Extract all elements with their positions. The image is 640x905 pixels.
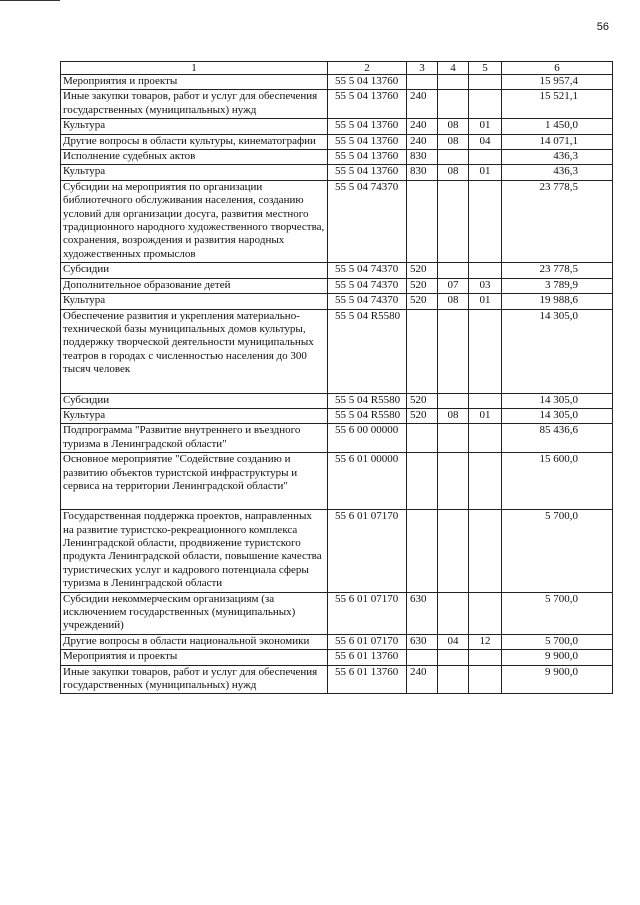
cell-section: 07 <box>438 278 469 293</box>
table-row <box>61 309 613 393</box>
cell-amount: 9 900,0 <box>502 665 613 694</box>
cell-amount: 5 700,0 <box>502 634 613 649</box>
cell-subsection: 04 <box>469 134 502 149</box>
cell-amount: 23 778,5 <box>502 180 613 262</box>
cell-amount: 5 700,0 <box>502 592 613 634</box>
cell-name: Другие вопросы в области культуры, кинематографии <box>61 134 328 149</box>
cell-amount: 14 305,0 <box>502 408 613 423</box>
cell-name: Культура <box>61 408 328 423</box>
scan-edge-mark <box>0 0 60 1</box>
cell-subsection <box>469 665 502 694</box>
cell-subsection <box>469 424 502 453</box>
header-col-2: 2 <box>328 62 407 75</box>
cell-code: 55 5 04 13760 <box>328 119 407 134</box>
cell-amount: 3 789,9 <box>502 278 613 293</box>
cell-section <box>438 75 469 90</box>
cell-amount: 14 305,0 <box>502 309 613 393</box>
cell-section <box>438 180 469 262</box>
table-row <box>61 165 613 180</box>
cell-section <box>438 309 469 393</box>
table-row <box>61 180 613 262</box>
table-header-row <box>61 62 613 75</box>
cell-subsection <box>469 180 502 262</box>
cell-subsection <box>469 263 502 278</box>
cell-code: 55 6 01 07170 <box>328 592 407 634</box>
table-row <box>61 150 613 165</box>
cell-code: 55 5 04 13760 <box>328 165 407 180</box>
table-row <box>61 263 613 278</box>
table-row <box>61 90 613 119</box>
cell-amount: 14 071,1 <box>502 134 613 149</box>
cell-expense-type <box>407 510 438 592</box>
cell-expense-type <box>407 424 438 453</box>
table-row <box>61 453 613 510</box>
cell-section <box>438 150 469 165</box>
cell-name: Культура <box>61 119 328 134</box>
cell-name: Иные закупки товаров, работ и услуг для обеспечения государственных (муниципальных) нужд <box>61 90 328 119</box>
cell-expense-type: 520 <box>407 278 438 293</box>
table-row <box>61 134 613 149</box>
cell-subsection: 01 <box>469 165 502 180</box>
cell-code: 55 6 01 07170 <box>328 634 407 649</box>
cell-code: 55 5 04 74370 <box>328 180 407 262</box>
table-row <box>61 510 613 592</box>
cell-code: 55 5 04 13760 <box>328 150 407 165</box>
cell-expense-type <box>407 180 438 262</box>
table-row <box>61 294 613 309</box>
cell-subsection <box>469 90 502 119</box>
cell-name: Государственная поддержка проектов, направленных на развитие туристско-рекреационного комплекса Ленинградской области, продвижение туристского продукта Ленинградской области, повышение качества туристических услуг и кадрового потенциала сферы туризма в Ленинградской области <box>61 510 328 592</box>
cell-name: Мероприятия и проекты <box>61 75 328 90</box>
cell-section <box>438 510 469 592</box>
cell-subsection <box>469 453 502 510</box>
cell-expense-type <box>407 453 438 510</box>
cell-name: Субсидии <box>61 263 328 278</box>
table-row <box>61 634 613 649</box>
table-row <box>61 75 613 90</box>
cell-amount: 436,3 <box>502 165 613 180</box>
cell-code: 55 5 04 R5580 <box>328 393 407 408</box>
cell-section: 08 <box>438 134 469 149</box>
table-row <box>61 665 613 694</box>
cell-expense-type: 240 <box>407 134 438 149</box>
table-body <box>61 75 613 694</box>
table-row <box>61 592 613 634</box>
cell-name: Субсидии некоммерческим организациям (за исключением государственных (муниципальных) учреждений) <box>61 592 328 634</box>
cell-expense-type: 630 <box>407 634 438 649</box>
header-col-1: 1 <box>61 62 328 75</box>
table-row <box>61 393 613 408</box>
table-row <box>61 119 613 134</box>
cell-code: 55 5 04 74370 <box>328 278 407 293</box>
cell-amount: 15 521,1 <box>502 90 613 119</box>
cell-code: 55 5 04 13760 <box>328 75 407 90</box>
cell-subsection <box>469 393 502 408</box>
cell-expense-type: 240 <box>407 119 438 134</box>
cell-name: Субсидии на мероприятия по организации библиотечного обслуживания населения, созданию условий для организации досуга, развития местного традиционного народного художественного творчества, сохранения, возрождения и развития народных художественных промыслов <box>61 180 328 262</box>
header-col-5: 5 <box>469 62 502 75</box>
cell-section: 08 <box>438 408 469 423</box>
cell-name: Культура <box>61 294 328 309</box>
cell-amount: 5 700,0 <box>502 510 613 592</box>
cell-code: 55 5 04 13760 <box>328 134 407 149</box>
cell-section <box>438 453 469 510</box>
cell-code: 55 5 04 R5580 <box>328 408 407 423</box>
cell-section <box>438 424 469 453</box>
table-row <box>61 650 613 665</box>
cell-name: Культура <box>61 165 328 180</box>
cell-name: Иные закупки товаров, работ и услуг для обеспечения государственных (муниципальных) нужд <box>61 665 328 694</box>
cell-name: Субсидии <box>61 393 328 408</box>
table-row <box>61 278 613 293</box>
cell-code: 55 5 04 R5580 <box>328 309 407 393</box>
cell-expense-type: 520 <box>407 263 438 278</box>
cell-name: Подпрограмма "Развитие внутреннего и въездного туризма в Ленинградской области" <box>61 424 328 453</box>
cell-name: Основное мероприятие "Содействие созданию и развитию объектов туристской инфраструктуры и сервиса на территории Ленинградской области" <box>61 453 328 510</box>
cell-amount: 15 957,4 <box>502 75 613 90</box>
cell-subsection: 01 <box>469 408 502 423</box>
header-col-3: 3 <box>407 62 438 75</box>
cell-code: 55 5 04 74370 <box>328 263 407 278</box>
cell-section <box>438 263 469 278</box>
table-row <box>61 424 613 453</box>
cell-code: 55 6 01 00000 <box>328 453 407 510</box>
cell-amount: 1 450,0 <box>502 119 613 134</box>
cell-section: 08 <box>438 294 469 309</box>
cell-amount: 85 436,6 <box>502 424 613 453</box>
cell-name: Мероприятия и проекты <box>61 650 328 665</box>
cell-code: 55 6 01 13760 <box>328 665 407 694</box>
cell-expense-type <box>407 309 438 393</box>
cell-subsection <box>469 75 502 90</box>
page-number: 56 <box>596 21 609 33</box>
cell-expense-type <box>407 650 438 665</box>
cell-section <box>438 393 469 408</box>
cell-expense-type <box>407 75 438 90</box>
cell-amount: 15 600,0 <box>502 453 613 510</box>
cell-section: 08 <box>438 165 469 180</box>
cell-subsection: 12 <box>469 634 502 649</box>
cell-section <box>438 592 469 634</box>
cell-expense-type: 240 <box>407 665 438 694</box>
budget-table <box>60 61 613 694</box>
cell-amount: 19 988,6 <box>502 294 613 309</box>
cell-subsection: 01 <box>469 294 502 309</box>
cell-name: Обеспечение развития и укрепления материально-технической базы муниципальных домов культуры, поддержку творческой деятельности муниципальных театров в городах с численностью населения до 300 тысяч человек <box>61 309 328 393</box>
cell-section <box>438 665 469 694</box>
table-row <box>61 408 613 423</box>
header-col-4: 4 <box>438 62 469 75</box>
cell-expense-type: 240 <box>407 90 438 119</box>
cell-amount: 9 900,0 <box>502 650 613 665</box>
cell-expense-type: 630 <box>407 592 438 634</box>
cell-subsection <box>469 510 502 592</box>
cell-expense-type: 520 <box>407 294 438 309</box>
cell-expense-type: 830 <box>407 165 438 180</box>
cell-subsection: 03 <box>469 278 502 293</box>
cell-amount: 436,3 <box>502 150 613 165</box>
header-col-6: 6 <box>502 62 613 75</box>
cell-subsection <box>469 309 502 393</box>
cell-expense-type: 520 <box>407 408 438 423</box>
cell-section <box>438 90 469 119</box>
cell-code: 55 5 04 74370 <box>328 294 407 309</box>
cell-subsection <box>469 592 502 634</box>
cell-section: 08 <box>438 119 469 134</box>
cell-subsection <box>469 650 502 665</box>
cell-section <box>438 650 469 665</box>
cell-amount: 23 778,5 <box>502 263 613 278</box>
cell-code: 55 6 00 00000 <box>328 424 407 453</box>
cell-name: Дополнительное образование детей <box>61 278 328 293</box>
cell-expense-type: 830 <box>407 150 438 165</box>
cell-subsection: 01 <box>469 119 502 134</box>
cell-section: 04 <box>438 634 469 649</box>
cell-code: 55 6 01 13760 <box>328 650 407 665</box>
cell-code: 55 6 01 07170 <box>328 510 407 592</box>
cell-expense-type: 520 <box>407 393 438 408</box>
cell-name: Другие вопросы в области национальной экономики <box>61 634 328 649</box>
cell-subsection <box>469 150 502 165</box>
cell-name: Исполнение судебных актов <box>61 150 328 165</box>
cell-amount: 14 305,0 <box>502 393 613 408</box>
cell-code: 55 5 04 13760 <box>328 90 407 119</box>
